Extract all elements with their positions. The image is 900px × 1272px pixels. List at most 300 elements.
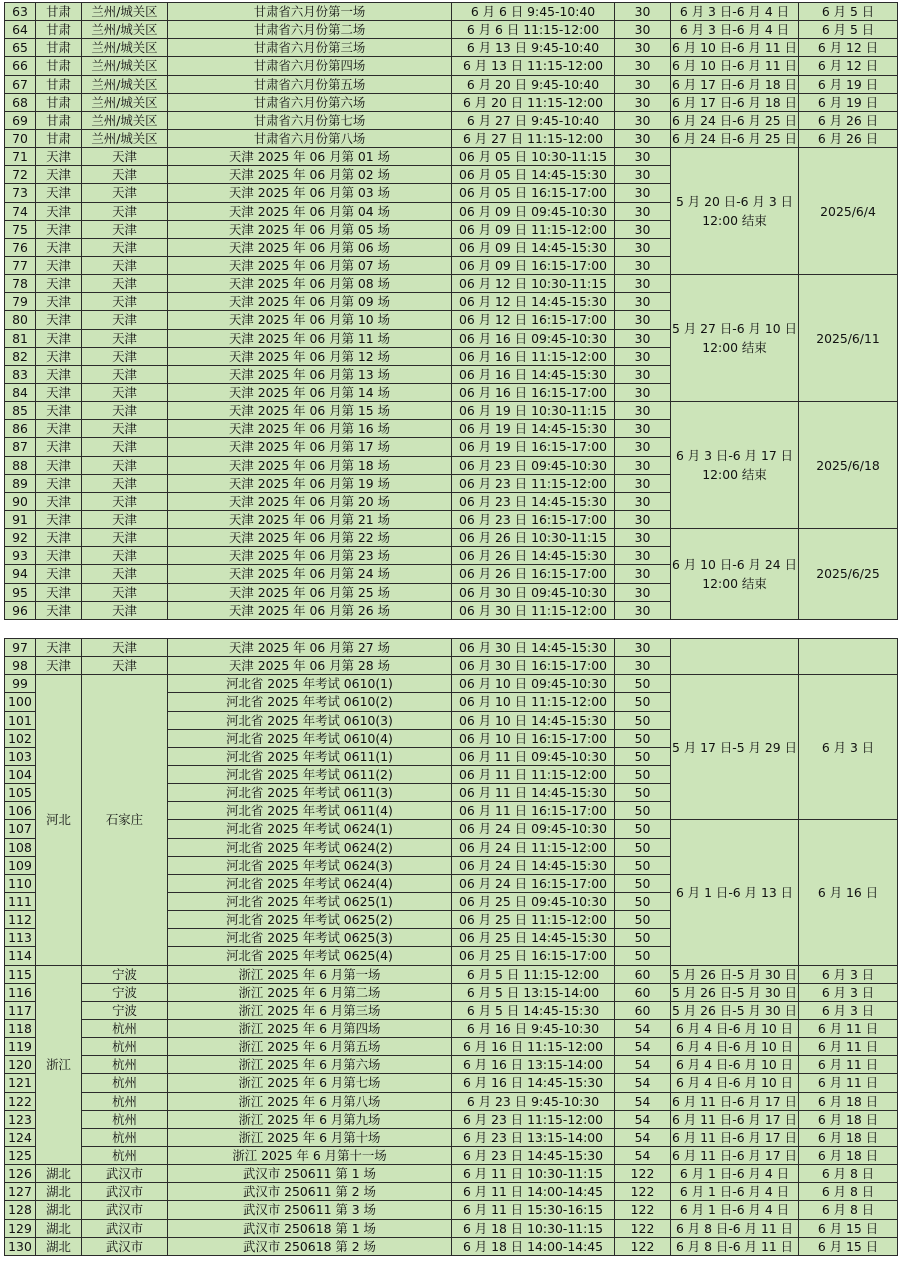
city-cell: 杭州 bbox=[82, 1074, 168, 1092]
session-name-cell: 甘肃省六月份第二场 bbox=[168, 21, 452, 39]
admit-ticket-date-cell: 2025/6/4 bbox=[799, 148, 898, 275]
exam-time-cell: 06 月 19 日 16:15-17:00 bbox=[452, 438, 615, 456]
admit-ticket-date-cell: 6 月 3 日 bbox=[799, 675, 898, 820]
exam-time-cell: 06 月 30 日 14:45-15:30 bbox=[452, 639, 615, 657]
capacity-cell: 30 bbox=[615, 347, 671, 365]
row-number-cell: 96 bbox=[5, 601, 36, 619]
exam-time-cell: 06 月 26 日 16:15-17:00 bbox=[452, 565, 615, 583]
registration-period-cell: 5 月 26 日-5 月 30 日 bbox=[672, 1002, 797, 1018]
table-row bbox=[5, 1219, 898, 1237]
exam-time-cell: 06 月 24 日 09:45-10:30 bbox=[452, 820, 615, 838]
city-cell: 天津 bbox=[82, 565, 168, 583]
city-cell: 武汉市 bbox=[82, 1183, 168, 1201]
session-name-cell: 武汉市 250611 第 1 场 bbox=[168, 1165, 452, 1183]
session-name-cell: 甘肃省六月份第三场 bbox=[168, 39, 452, 57]
city-cell: 杭州 bbox=[82, 1019, 168, 1037]
session-name-cell: 甘肃省六月份第六场 bbox=[168, 93, 452, 111]
city-cell: 武汉市 bbox=[82, 1219, 168, 1237]
capacity-cell: 30 bbox=[615, 402, 671, 420]
row-number-cell: 124 bbox=[5, 1128, 36, 1146]
registration-period-cell: 6 月 10 日-6 月 24 日 12:00 结束 bbox=[671, 529, 799, 620]
table-row bbox=[5, 529, 898, 547]
table-row bbox=[5, 1056, 898, 1074]
province-cell: 天津 bbox=[36, 148, 82, 166]
session-name-cell: 河北省 2025 年考试 0610(2) bbox=[168, 693, 452, 711]
exam-time-cell: 06 月 16 日 16:15-17:00 bbox=[452, 383, 615, 401]
admit-ticket-date-cell: 6 月 15 日 bbox=[799, 1237, 898, 1255]
admit-ticket-date-cell bbox=[799, 639, 898, 675]
session-name-cell: 浙江 2025 年 6 月第十一场 bbox=[168, 1146, 452, 1164]
province-cell: 天津 bbox=[36, 438, 82, 456]
session-name-cell: 浙江 2025 年 6 月第二场 bbox=[168, 983, 452, 1001]
registration-period-cell: 5 月 27 日-6 月 10 日 12:00 结束 bbox=[671, 275, 799, 402]
exam-time-cell: 06 月 10 日 16:15-17:00 bbox=[452, 729, 615, 747]
session-name-cell: 河北省 2025 年考试 0624(1) bbox=[168, 820, 452, 838]
table-row bbox=[5, 39, 898, 57]
province-cell: 天津 bbox=[36, 492, 82, 510]
registration-period-cell: 6 月 17 日-6 月 18 日 bbox=[672, 76, 797, 92]
exam-time-cell: 06 月 09 日 14:45-15:30 bbox=[452, 238, 615, 256]
province-cell: 天津 bbox=[36, 365, 82, 383]
province-cell: 天津 bbox=[36, 311, 82, 329]
registration-period-cell: 5 月 17 日-5 月 29 日 bbox=[671, 675, 799, 820]
exam-time-cell: 06 月 25 日 11:15-12:00 bbox=[452, 911, 615, 929]
registration-period-cell: 6 月 24 日-6 月 25 日 bbox=[672, 112, 797, 128]
session-name-cell: 天津 2025 年 06 月第 25 场 bbox=[168, 583, 452, 601]
exam-time-cell: 06 月 19 日 10:30-11:15 bbox=[452, 402, 615, 420]
table-row bbox=[5, 1128, 898, 1146]
capacity-cell: 30 bbox=[615, 57, 671, 75]
province-cell: 甘肃 bbox=[36, 21, 82, 39]
city-cell: 杭州 bbox=[82, 1056, 168, 1074]
row-number-cell: 127 bbox=[5, 1183, 36, 1201]
city-cell: 杭州 bbox=[82, 1110, 168, 1128]
session-name-cell: 天津 2025 年 06 月第 01 场 bbox=[168, 148, 452, 166]
capacity-cell: 30 bbox=[615, 75, 671, 93]
capacity-cell: 30 bbox=[615, 39, 671, 57]
province-cell: 湖北 bbox=[36, 1201, 82, 1219]
row-number-cell: 67 bbox=[5, 75, 36, 93]
session-name-cell: 浙江 2025 年 6 月第九场 bbox=[168, 1110, 452, 1128]
city-cell: 兰州/城关区 bbox=[82, 93, 168, 111]
row-number-cell: 125 bbox=[5, 1146, 36, 1164]
exam-time-cell: 6 月 16 日 11:15-12:00 bbox=[452, 1038, 615, 1056]
session-name-cell: 河北省 2025 年考试 0610(1) bbox=[168, 675, 452, 693]
session-name-cell: 浙江 2025 年 6 月第七场 bbox=[168, 1074, 452, 1092]
row-number-cell: 74 bbox=[5, 202, 36, 220]
capacity-cell: 50 bbox=[615, 874, 671, 892]
row-number-cell: 109 bbox=[5, 856, 36, 874]
session-name-cell: 浙江 2025 年 6 月第三场 bbox=[168, 1001, 452, 1019]
city-cell: 天津 bbox=[82, 474, 168, 492]
session-name-cell: 天津 2025 年 06 月第 03 场 bbox=[168, 184, 452, 202]
city-cell: 杭州 bbox=[82, 1092, 168, 1110]
capacity-cell: 122 bbox=[615, 1165, 671, 1183]
table-row bbox=[5, 75, 898, 93]
table-row bbox=[5, 675, 898, 693]
table-row bbox=[5, 111, 898, 129]
capacity-cell: 30 bbox=[615, 565, 671, 583]
exam-time-cell: 06 月 26 日 14:45-15:30 bbox=[452, 547, 615, 565]
province-cell: 天津 bbox=[36, 329, 82, 347]
row-number-cell: 116 bbox=[5, 983, 36, 1001]
city-cell: 天津 bbox=[82, 347, 168, 365]
exam-schedule-table-1 bbox=[4, 2, 898, 620]
row-number-cell: 129 bbox=[5, 1219, 36, 1237]
capacity-cell: 30 bbox=[615, 365, 671, 383]
capacity-cell: 30 bbox=[615, 220, 671, 238]
row-number-cell: 119 bbox=[5, 1038, 36, 1056]
capacity-cell: 54 bbox=[615, 1128, 671, 1146]
registration-period-cell: 6 月 8 日-6 月 11 日 bbox=[671, 1237, 799, 1255]
city-cell: 天津 bbox=[82, 365, 168, 383]
row-number-cell: 115 bbox=[5, 965, 36, 983]
capacity-cell: 54 bbox=[615, 1056, 671, 1074]
session-name-cell: 河北省 2025 年考试 0611(4) bbox=[168, 802, 452, 820]
capacity-cell: 50 bbox=[615, 693, 671, 711]
session-name-cell: 天津 2025 年 06 月第 12 场 bbox=[168, 347, 452, 365]
row-number-cell: 83 bbox=[5, 365, 36, 383]
capacity-cell: 30 bbox=[615, 311, 671, 329]
capacity-cell: 30 bbox=[615, 166, 671, 184]
admit-ticket-date-cell: 6 月 15 日 bbox=[799, 1219, 898, 1237]
city-cell: 宁波 bbox=[82, 965, 168, 983]
exam-time-cell: 6 月 5 日 13:15-14:00 bbox=[452, 983, 615, 1001]
session-name-cell: 武汉市 250618 第 1 场 bbox=[168, 1219, 452, 1237]
capacity-cell: 30 bbox=[615, 202, 671, 220]
table-row bbox=[5, 1201, 898, 1219]
admit-ticket-date-cell: 6 月 19 日 bbox=[799, 93, 898, 111]
capacity-cell: 30 bbox=[615, 474, 671, 492]
capacity-cell: 30 bbox=[615, 492, 671, 510]
row-number-cell: 95 bbox=[5, 583, 36, 601]
city-cell: 天津 bbox=[82, 657, 168, 675]
capacity-cell: 50 bbox=[615, 784, 671, 802]
capacity-cell: 30 bbox=[615, 148, 671, 166]
exam-time-cell: 06 月 11 日 09:45-10:30 bbox=[452, 747, 615, 765]
exam-time-cell: 06 月 26 日 10:30-11:15 bbox=[452, 529, 615, 547]
row-number-cell: 79 bbox=[5, 293, 36, 311]
capacity-cell: 50 bbox=[615, 929, 671, 947]
city-cell: 天津 bbox=[82, 256, 168, 274]
city-cell: 天津 bbox=[82, 510, 168, 528]
exam-time-cell: 06 月 30 日 11:15-12:00 bbox=[452, 601, 615, 619]
admit-ticket-date-cell: 6 月 8 日 bbox=[799, 1183, 898, 1201]
table-row bbox=[5, 1038, 898, 1056]
province-cell: 天津 bbox=[36, 657, 82, 675]
capacity-cell: 54 bbox=[615, 1019, 671, 1037]
city-cell: 天津 bbox=[82, 311, 168, 329]
row-number-cell: 69 bbox=[5, 111, 36, 129]
row-number-cell: 86 bbox=[5, 420, 36, 438]
city-cell: 兰州/城关区 bbox=[82, 3, 168, 21]
city-cell: 兰州/城关区 bbox=[82, 21, 168, 39]
capacity-cell: 50 bbox=[615, 747, 671, 765]
province-cell: 天津 bbox=[36, 529, 82, 547]
registration-period-cell: 6 月 4 日-6 月 10 日 bbox=[671, 1056, 799, 1074]
table-row bbox=[5, 1019, 898, 1037]
admit-ticket-date-cell: 6 月 11 日 bbox=[799, 1056, 898, 1074]
city-cell: 杭州 bbox=[82, 1038, 168, 1056]
exam-time-cell: 6 月 11 日 10:30-11:15 bbox=[452, 1165, 615, 1183]
exam-time-cell: 06 月 19 日 14:45-15:30 bbox=[452, 420, 615, 438]
province-cell: 湖北 bbox=[36, 1165, 82, 1183]
capacity-cell: 50 bbox=[615, 892, 671, 910]
city-cell: 兰州/城关区 bbox=[82, 75, 168, 93]
capacity-cell: 50 bbox=[615, 947, 671, 965]
exam-time-cell: 6 月 18 日 10:30-11:15 bbox=[452, 1219, 615, 1237]
exam-time-cell: 6 月 13 日 9:45-10:40 bbox=[452, 39, 615, 57]
registration-period-cell: 6 月 4 日-6 月 10 日 bbox=[671, 1038, 799, 1056]
session-name-cell: 天津 2025 年 06 月第 16 场 bbox=[168, 420, 452, 438]
capacity-cell: 122 bbox=[615, 1237, 671, 1255]
admit-ticket-date-cell: 6 月 11 日 bbox=[799, 1038, 898, 1056]
city-cell: 天津 bbox=[82, 148, 168, 166]
capacity-cell: 30 bbox=[615, 111, 671, 129]
row-number-cell: 92 bbox=[5, 529, 36, 547]
session-name-cell: 天津 2025 年 06 月第 20 场 bbox=[168, 492, 452, 510]
capacity-cell: 50 bbox=[615, 856, 671, 874]
registration-period-cell: 6 月 11 日-6 月 17 日 bbox=[672, 1148, 797, 1163]
row-number-cell: 123 bbox=[5, 1110, 36, 1128]
capacity-cell: 30 bbox=[615, 420, 671, 438]
row-number-cell: 112 bbox=[5, 911, 36, 929]
session-name-cell: 甘肃省六月份第四场 bbox=[168, 57, 452, 75]
city-cell: 天津 bbox=[82, 547, 168, 565]
table-row bbox=[5, 3, 898, 21]
capacity-cell: 50 bbox=[615, 675, 671, 693]
capacity-cell: 60 bbox=[615, 1001, 671, 1019]
exam-time-cell: 6 月 11 日 15:30-16:15 bbox=[452, 1201, 615, 1219]
city-cell: 兰州/城关区 bbox=[82, 111, 168, 129]
province-cell: 甘肃 bbox=[36, 111, 82, 129]
exam-time-cell: 6 月 18 日 14:00-14:45 bbox=[452, 1237, 615, 1255]
capacity-cell: 50 bbox=[615, 711, 671, 729]
table-row bbox=[5, 1165, 898, 1183]
province-cell: 天津 bbox=[36, 583, 82, 601]
row-number-cell: 105 bbox=[5, 784, 36, 802]
row-number-cell: 91 bbox=[5, 510, 36, 528]
capacity-cell: 122 bbox=[615, 1219, 671, 1237]
city-cell: 天津 bbox=[82, 402, 168, 420]
capacity-cell: 50 bbox=[615, 911, 671, 929]
registration-period-cell: 6 月 10 日-6 月 11 日 bbox=[672, 40, 797, 56]
registration-period-cell: 6 月 3 日-6 月 4 日 bbox=[671, 21, 799, 39]
row-number-cell: 71 bbox=[5, 148, 36, 166]
row-number-cell: 63 bbox=[5, 3, 36, 21]
session-name-cell: 天津 2025 年 06 月第 18 场 bbox=[168, 456, 452, 474]
session-name-cell: 浙江 2025 年 6 月第十场 bbox=[168, 1128, 452, 1146]
row-number-cell: 113 bbox=[5, 929, 36, 947]
city-cell: 天津 bbox=[82, 184, 168, 202]
capacity-cell: 30 bbox=[615, 275, 671, 293]
table-row bbox=[5, 1183, 898, 1201]
admit-ticket-date-cell: 6 月 3 日 bbox=[799, 983, 898, 1001]
province-cell: 天津 bbox=[36, 601, 82, 619]
capacity-cell: 50 bbox=[615, 765, 671, 783]
session-name-cell: 天津 2025 年 06 月第 06 场 bbox=[168, 238, 452, 256]
capacity-cell: 30 bbox=[615, 93, 671, 111]
admit-ticket-date-cell: 6 月 12 日 bbox=[799, 39, 898, 57]
registration-period-cell: 6 月 4 日-6 月 10 日 bbox=[671, 1074, 799, 1092]
admit-ticket-date-cell: 2025/6/11 bbox=[799, 275, 898, 402]
session-name-cell: 河北省 2025 年考试 0611(1) bbox=[168, 747, 452, 765]
row-number-cell: 85 bbox=[5, 402, 36, 420]
province-cell: 天津 bbox=[36, 474, 82, 492]
row-number-cell: 100 bbox=[5, 693, 36, 711]
row-number-cell: 106 bbox=[5, 802, 36, 820]
session-name-cell: 河北省 2025 年考试 0610(3) bbox=[168, 711, 452, 729]
exam-time-cell: 06 月 23 日 09:45-10:30 bbox=[452, 456, 615, 474]
exam-time-cell: 6 月 6 日 11:15-12:00 bbox=[452, 21, 615, 39]
table-row bbox=[5, 21, 898, 39]
exam-time-cell: 06 月 05 日 16:15-17:00 bbox=[452, 184, 615, 202]
session-name-cell: 河北省 2025 年考试 0611(2) bbox=[168, 765, 452, 783]
province-cell: 甘肃 bbox=[36, 39, 82, 57]
admit-ticket-date-cell: 6 月 8 日 bbox=[799, 1201, 898, 1219]
admit-ticket-date-cell: 6 月 18 日 bbox=[799, 1128, 898, 1146]
row-number-cell: 111 bbox=[5, 892, 36, 910]
registration-period-cell bbox=[671, 639, 799, 675]
table-row bbox=[5, 1237, 898, 1255]
capacity-cell: 30 bbox=[615, 510, 671, 528]
admit-ticket-date-cell: 6 月 18 日 bbox=[799, 1146, 898, 1164]
exam-time-cell: 06 月 12 日 16:15-17:00 bbox=[452, 311, 615, 329]
province-cell: 天津 bbox=[36, 347, 82, 365]
registration-period-cell: 6 月 24 日-6 月 25 日 bbox=[672, 131, 797, 147]
session-name-cell: 武汉市 250611 第 3 场 bbox=[168, 1201, 452, 1219]
row-number-cell: 73 bbox=[5, 184, 36, 202]
city-cell: 石家庄 bbox=[82, 675, 168, 965]
registration-period-cell: 6 月 1 日-6 月 4 日 bbox=[671, 1201, 799, 1219]
registration-period-cell: 6 月 1 日-6 月 13 日 bbox=[671, 820, 799, 965]
session-name-cell: 浙江 2025 年 6 月第四场 bbox=[168, 1019, 452, 1037]
registration-period-cell: 6 月 11 日-6 月 17 日 bbox=[672, 1129, 797, 1145]
session-name-cell: 天津 2025 年 06 月第 08 场 bbox=[168, 275, 452, 293]
province-cell: 天津 bbox=[36, 639, 82, 657]
table-2-body bbox=[5, 639, 898, 1256]
session-name-cell: 天津 2025 年 06 月第 17 场 bbox=[168, 438, 452, 456]
admit-ticket-date-cell: 6 月 5 日 bbox=[799, 21, 898, 39]
exam-time-cell: 06 月 05 日 10:30-11:15 bbox=[452, 148, 615, 166]
row-number-cell: 66 bbox=[5, 57, 36, 75]
city-cell: 天津 bbox=[82, 166, 168, 184]
city-cell: 武汉市 bbox=[82, 1165, 168, 1183]
session-name-cell: 天津 2025 年 06 月第 23 场 bbox=[168, 547, 452, 565]
province-cell: 甘肃 bbox=[36, 129, 82, 147]
city-cell: 天津 bbox=[82, 329, 168, 347]
session-name-cell: 河北省 2025 年考试 0625(1) bbox=[168, 892, 452, 910]
admit-ticket-date-cell: 6 月 19 日 bbox=[799, 75, 898, 93]
exam-time-cell: 06 月 30 日 09:45-10:30 bbox=[452, 583, 615, 601]
capacity-cell: 60 bbox=[615, 965, 671, 983]
exam-time-cell: 06 月 05 日 14:45-15:30 bbox=[452, 166, 615, 184]
session-name-cell: 河北省 2025 年考试 0625(4) bbox=[168, 947, 452, 965]
row-number-cell: 97 bbox=[5, 639, 36, 657]
session-name-cell: 武汉市 250618 第 2 场 bbox=[168, 1237, 452, 1255]
row-number-cell: 72 bbox=[5, 166, 36, 184]
row-number-cell: 70 bbox=[5, 129, 36, 147]
capacity-cell: 122 bbox=[615, 1201, 671, 1219]
city-cell: 宁波 bbox=[82, 983, 168, 1001]
exam-time-cell: 06 月 12 日 14:45-15:30 bbox=[452, 293, 615, 311]
row-number-cell: 87 bbox=[5, 438, 36, 456]
session-name-cell: 浙江 2025 年 6 月第一场 bbox=[168, 965, 452, 983]
capacity-cell: 30 bbox=[615, 184, 671, 202]
province-cell: 天津 bbox=[36, 456, 82, 474]
exam-time-cell: 6 月 23 日 11:15-12:00 bbox=[452, 1110, 615, 1128]
capacity-cell: 30 bbox=[615, 21, 671, 39]
exam-time-cell: 6 月 23 日 13:15-14:00 bbox=[452, 1128, 615, 1146]
city-cell: 天津 bbox=[82, 438, 168, 456]
session-name-cell: 河北省 2025 年考试 0624(3) bbox=[168, 856, 452, 874]
admit-ticket-date-cell: 6 月 18 日 bbox=[799, 1092, 898, 1110]
session-name-cell: 甘肃省六月份第八场 bbox=[168, 129, 452, 147]
session-name-cell: 浙江 2025 年 6 月第八场 bbox=[168, 1092, 452, 1110]
admit-ticket-date-cell: 6 月 12 日 bbox=[799, 57, 898, 75]
row-number-cell: 122 bbox=[5, 1092, 36, 1110]
session-name-cell: 天津 2025 年 06 月第 10 场 bbox=[168, 311, 452, 329]
city-cell: 杭州 bbox=[82, 1146, 168, 1164]
exam-time-cell: 06 月 25 日 14:45-15:30 bbox=[452, 929, 615, 947]
city-cell: 天津 bbox=[82, 420, 168, 438]
exam-time-cell: 06 月 30 日 16:15-17:00 bbox=[452, 657, 615, 675]
exam-time-cell: 06 月 09 日 09:45-10:30 bbox=[452, 202, 615, 220]
city-cell: 天津 bbox=[82, 383, 168, 401]
exam-time-cell: 6 月 23 日 9:45-10:30 bbox=[452, 1092, 615, 1110]
province-cell: 天津 bbox=[36, 275, 82, 293]
admit-ticket-date-cell: 6 月 18 日 bbox=[799, 1110, 898, 1128]
province-cell: 天津 bbox=[36, 565, 82, 583]
exam-time-cell: 06 月 23 日 16:15-17:00 bbox=[452, 510, 615, 528]
admit-ticket-date-cell: 6 月 8 日 bbox=[799, 1165, 898, 1183]
row-number-cell: 82 bbox=[5, 347, 36, 365]
session-name-cell: 甘肃省六月份第五场 bbox=[168, 75, 452, 93]
row-number-cell: 114 bbox=[5, 947, 36, 965]
row-number-cell: 118 bbox=[5, 1019, 36, 1037]
exam-time-cell: 6 月 6 日 9:45-10:40 bbox=[452, 3, 615, 21]
exam-time-cell: 6 月 23 日 14:45-15:30 bbox=[452, 1146, 615, 1164]
admit-ticket-date-cell: 2025/6/25 bbox=[799, 529, 898, 620]
province-cell: 河北 bbox=[36, 675, 82, 965]
city-cell: 天津 bbox=[82, 492, 168, 510]
table-1-body bbox=[5, 3, 898, 620]
province-cell: 湖北 bbox=[36, 1219, 82, 1237]
registration-period-cell: 6 月 4 日-6 月 10 日 bbox=[671, 1019, 799, 1037]
province-cell: 湖北 bbox=[36, 1237, 82, 1255]
row-number-cell: 65 bbox=[5, 39, 36, 57]
session-name-cell: 天津 2025 年 06 月第 13 场 bbox=[168, 365, 452, 383]
session-name-cell: 天津 2025 年 06 月第 09 场 bbox=[168, 293, 452, 311]
session-name-cell: 天津 2025 年 06 月第 28 场 bbox=[168, 657, 452, 675]
capacity-cell: 60 bbox=[615, 983, 671, 1001]
admit-ticket-date-cell: 6 月 3 日 bbox=[799, 1001, 898, 1019]
table-row bbox=[5, 965, 898, 983]
row-number-cell: 128 bbox=[5, 1201, 36, 1219]
province-cell: 天津 bbox=[36, 238, 82, 256]
registration-period-cell: 6 月 8 日-6 月 11 日 bbox=[671, 1219, 799, 1237]
province-cell: 天津 bbox=[36, 256, 82, 274]
registration-period-cell: 6 月 1 日-6 月 4 日 bbox=[671, 1165, 799, 1183]
exam-time-cell: 06 月 25 日 09:45-10:30 bbox=[452, 892, 615, 910]
city-cell: 武汉市 bbox=[82, 1237, 168, 1255]
province-cell: 天津 bbox=[36, 184, 82, 202]
row-number-cell: 130 bbox=[5, 1237, 36, 1255]
capacity-cell: 50 bbox=[615, 802, 671, 820]
exam-time-cell: 6 月 13 日 11:15-12:00 bbox=[452, 57, 615, 75]
capacity-cell: 54 bbox=[615, 1074, 671, 1092]
city-cell: 宁波 bbox=[82, 1001, 168, 1019]
